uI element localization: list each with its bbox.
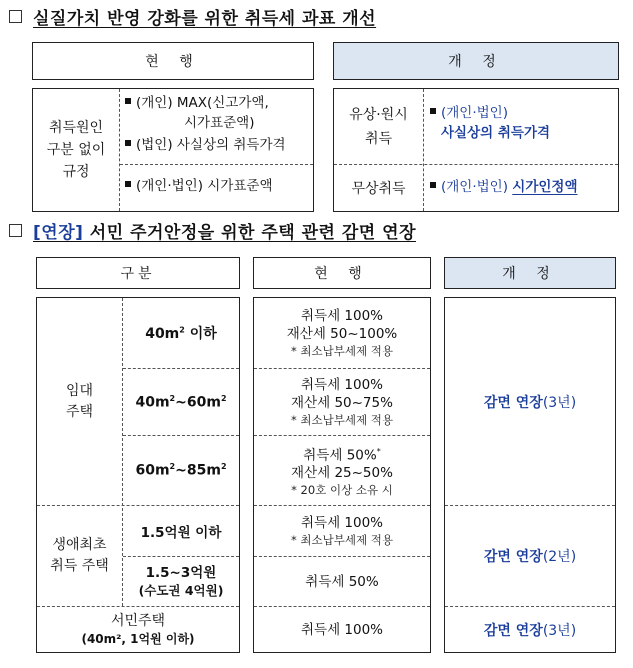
group1-label-line: 주택 (65, 403, 94, 420)
revised2-emph: 감면 연장 (483, 549, 543, 565)
current-item1-line1: (개인) MAX(신고가액, (136, 95, 269, 111)
revised-row2-value (430, 177, 578, 197)
revised1-emph: 감면 연장 (483, 394, 543, 411)
section2-header-revised-text: 개 정 (502, 266, 558, 282)
group3-label (37, 607, 239, 652)
section2-title-tag: [연장] (33, 223, 84, 243)
revised-row1-value-line2: 사실상의 취득가격 (441, 125, 551, 141)
current-item2-text: (법인) 사실상의 취득가격 (136, 137, 286, 153)
revised-row2-value-prefix: (개인·법인) (441, 179, 513, 195)
revised3-rest: (3년) (542, 622, 577, 639)
current-item3 (125, 176, 273, 196)
section1-header-current-text: 현 행 (145, 54, 201, 70)
revised-row2-value-emph: 시가인정액 (512, 179, 578, 195)
section2-header-current-text: 현 행 (314, 266, 370, 282)
row2-current-line1: 취득세 100% (300, 377, 383, 393)
section1-title (33, 4, 376, 29)
revised-row1-value-line1: (개인·법인) (441, 105, 508, 121)
row1-current (254, 298, 430, 368)
row5-sub-text: 1.5~3억원 (145, 564, 217, 581)
group3-label-text: 서민주택 (110, 612, 166, 629)
row5-sub (123, 557, 239, 606)
group2-label-line: 생애최초 (52, 537, 107, 553)
row1-current-note: * 최소납부세제 적용 (291, 344, 393, 358)
group1-label (37, 298, 122, 505)
row2-sub-sup2: 2 (220, 393, 227, 403)
row2-sub-text: 40m (135, 394, 170, 411)
row3-current-line2: 재산세 25~50% (291, 465, 393, 482)
group3-sub-text: (40m², 1억원 이하) (81, 631, 195, 646)
current-item1-line2: 시가표준액) (184, 115, 255, 131)
group1-label-line: 임대 (65, 382, 94, 399)
row4-current-note: * 최소납부세제 적용 (291, 533, 393, 547)
bullet-icon (125, 181, 131, 187)
row3-current-note: * 20호 이상 소유 시 (291, 483, 393, 498)
row6-current (254, 607, 430, 652)
section2-title (33, 218, 416, 243)
section1-header-current (32, 42, 314, 80)
row1-sub-rest: 이하 (184, 326, 217, 342)
row3-current-sup: * (376, 446, 381, 456)
row3-sub-rest: ~85m (175, 462, 221, 479)
row5-current-line1: 취득세 50% (305, 573, 379, 590)
section1-current-category (33, 89, 119, 211)
row1-sub-text: 40m (145, 326, 180, 342)
row2-current-note: * 최소납부세제 적용 (291, 413, 393, 427)
row6-current-line1: 취득세 100% (300, 621, 383, 638)
revised2-rest: (2년) (542, 549, 577, 565)
row3-sub (123, 436, 239, 505)
group2-label (37, 506, 122, 606)
row4-current (254, 506, 430, 556)
row3-current (254, 436, 430, 505)
current-item2 (125, 135, 286, 155)
section2-header-category-text: 구분 (120, 266, 156, 282)
row3-sub-text: 60m (135, 462, 170, 479)
bullet-icon (430, 182, 436, 188)
revised3-emph: 감면 연장 (483, 622, 543, 639)
revised-row2-label-text: 무상취득 (351, 181, 406, 197)
row3-current-line1: 취득세 50% (303, 447, 377, 464)
section1-checkbox-icon (9, 10, 22, 23)
row3-sub-sup2: 2 (220, 462, 227, 472)
group2-label-line: 취득 주택 (50, 558, 109, 574)
row1-sub-sup: 2 (179, 325, 185, 335)
revised-row1-label (334, 89, 423, 164)
current-item3-text: (개인·법인) 시가표준액 (136, 178, 273, 194)
row5-sub2-text: (수도권 4억원) (138, 582, 224, 598)
current-item1 (125, 93, 269, 133)
section1-header-revised-text: 개 정 (448, 54, 504, 70)
revised-row1-label-line: 유상·원시 (349, 106, 408, 123)
section2-header-category (36, 257, 240, 289)
divider (423, 89, 424, 211)
row3-sub-sup: 2 (169, 462, 176, 472)
row2-sub-rest: ~60m (175, 394, 221, 411)
row4-sub (123, 506, 239, 556)
divider (120, 164, 313, 165)
current-category-line: 취득원인 (48, 120, 104, 136)
section2-checkbox-icon (9, 224, 22, 237)
row2-sub (123, 369, 239, 435)
bullet-icon (125, 140, 131, 146)
row2-current-line2: 재산세 50~75% (291, 395, 393, 411)
row1-current-line1: 취득세 100% (300, 308, 383, 324)
row4-sub-text: 1.5억원 이하 (140, 525, 222, 541)
row5-current (254, 557, 430, 606)
bullet-icon (430, 108, 436, 114)
revised-row1-value (430, 103, 550, 143)
current-category-line: 구분 없이 (46, 142, 106, 158)
section1-header-revised (333, 42, 619, 80)
revised-row1-label-line: 취득 (364, 130, 393, 147)
section2-title-text: 서민 주거안정을 위한 주택 관련 감면 연장 (83, 223, 416, 243)
section2-header-current (253, 257, 431, 289)
revised3 (445, 607, 615, 652)
revised1-rest: (3년) (542, 394, 577, 411)
revised1 (445, 298, 615, 505)
row1-current-line2: 재산세 50~100% (286, 326, 398, 342)
bullet-icon (125, 98, 131, 104)
section2-header-revised (444, 257, 616, 289)
row1-sub (123, 298, 239, 368)
revised2 (445, 506, 615, 606)
row4-current-line1: 취득세 100% (300, 515, 383, 531)
current-category-line: 규정 (62, 164, 90, 180)
revised-row2-label (334, 165, 423, 211)
row2-current (254, 369, 430, 435)
section1-title-text: 실질가치 반영 강화를 위한 취득세 과표 개선 (33, 9, 377, 29)
divider (119, 89, 120, 211)
row2-sub-sup: 2 (169, 393, 176, 403)
